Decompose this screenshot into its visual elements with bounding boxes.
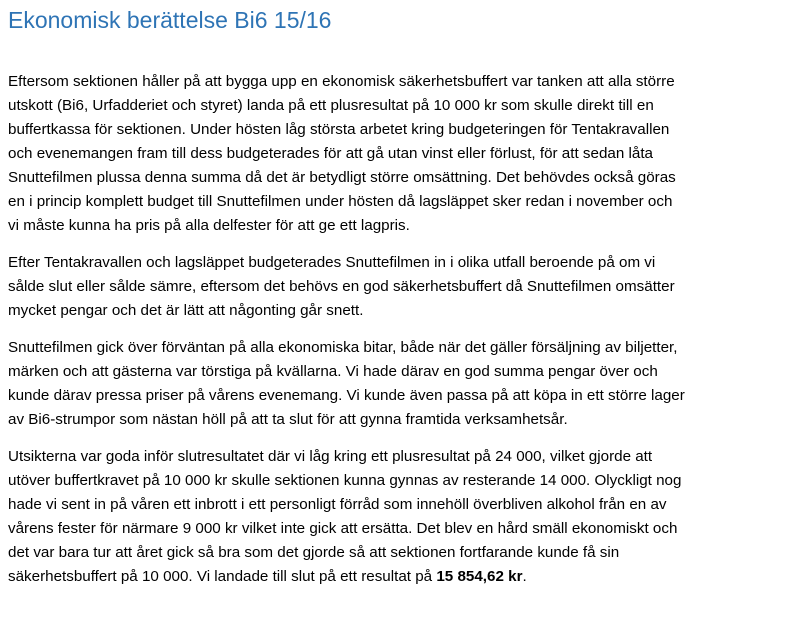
text-line: mycket pengar och det är lätt att någonting går snett. — [8, 302, 364, 319]
final-text-line — [8, 565, 798, 589]
text-line: märken och att gästerna var törstiga på kvällarna. Vi hade därav en god summa pengar över och — [8, 363, 658, 380]
text-line: det var bara tur att året gick så bra som det gjorde så att sektionen fortfarande kunde få sin — [8, 544, 620, 561]
text-line: sålde slut eller sålde sämre, eftersom det behövs en god säkerhetsbuffert då Snuttefilmen omsätter — [8, 278, 675, 295]
text-line: utskott (Bi6, Urfadderiet och styret) landa på ett plusresultat på 10 000 kr som skulle direkt till en — [8, 97, 654, 114]
text-line: Utsikterna var goda inför slutresultatet där vi låg kring ett plusresultat på 24 000, vilket gjorde att — [8, 448, 653, 465]
final-result-amount: 15 854,62 kr — [436, 568, 523, 585]
text-line: vårens fester för närmare 9 000 kr vilket inte gick att ersätta. Det blev en hård smäll ekonomiskt och — [8, 520, 678, 537]
text-line: och evenemangen fram till dess budgeterades för att gå utan vinst eller förlust, för att sedan låta — [8, 145, 653, 162]
text-line: vi måste kunna ha pris på alla delfester för att ge ett lagpris. — [8, 217, 410, 234]
final-line-start: säkerhetsbuffert på 10 000. Vi landade till slut på ett resultat på — [8, 568, 437, 585]
paragraph-budget-goal — [8, 70, 798, 238]
text-line: hade vi sent in på våren ett inbrott i ett personligt förråd som innehöll överbliven alkohol från en av — [8, 496, 667, 513]
text-line: kunde därav pressa priser på vårens evenemang. Vi kunde även passa på att köpa in ett större lager — [8, 387, 685, 404]
text-line: en i princip komplett budget till Snuttefilmen under hösten då lagsläppet sker redan i november och — [8, 193, 673, 210]
text-line: Snuttefilmen plussa denna summa då det är betydligt större omsättning. Det behövdes också göras — [8, 169, 676, 186]
final-line-end: . — [522, 568, 527, 585]
text-line: Snuttefilmen gick över förväntan på alla ekonomiska bitar, både när det gäller försäljning av biljetter, — [8, 339, 678, 356]
text-line: Eftersom sektionen håller på att bygga upp en ekonomisk säkerhetsbuffert var tanken att alla större — [8, 73, 675, 90]
paragraph-snuttefilmen-budget — [8, 251, 798, 323]
document-title: Ekonomisk berättelse Bi6 15/16 — [8, 7, 332, 33]
text-line: av Bi6-strumpor som nästan höll på att ta slut för att gynna framtida verksamhetsår. — [8, 411, 568, 428]
text-line: buffertkassa för sektionen. Under hösten låg största arbetet kring budgeteringen för Tentakravallen — [8, 121, 670, 138]
text-line: utöver buffertkravet på 10 000 kr skulle sektionen kunna gynnas av resterande 14 000. Olyckligt nog — [8, 472, 682, 489]
text-line: Efter Tentakravallen och lagsläppet budgeterades Snuttefilmen in i olika utfall beroende på om vi — [8, 254, 656, 271]
paragraph-snuttefilmen-outcome — [8, 336, 798, 432]
document — [8, 0, 798, 589]
paragraph-final-result — [8, 445, 798, 589]
